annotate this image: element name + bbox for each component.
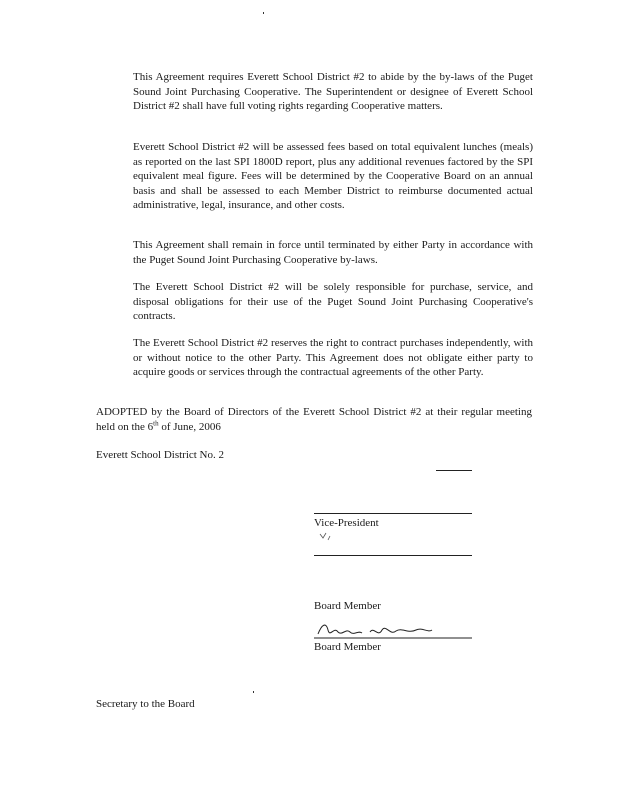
- paragraph-bylaws: This Agreement requires Everett School District #2 to abide by the by-laws of the Puget Sound Joint Purchasing Cooperative. The Superintendent or designee of Everett School District #2 shall have full voting rights regarding Cooperative matters.: [133, 71, 533, 113]
- adoption-date-suffix: th: [153, 418, 159, 427]
- board-member-label-2: Board Member: [314, 641, 381, 653]
- paragraph-independent-purchasing: The Everett School District #2 reserves the right to contract purchases independently, with or without notice to the other Party. This Agreement does not obligate either party to acquire goods or services through the contractual agreements of the other Party.: [133, 337, 533, 379]
- signature-line-board-member-1: [314, 555, 472, 556]
- paragraph-term: This Agreement shall remain in force until terminated by either Party in accordance with the Puget Sound Joint Purchasing Cooperative by-laws.: [133, 239, 533, 266]
- board-member-label-1: Board Member: [314, 600, 381, 612]
- vice-president-label: Vice-President: [314, 517, 379, 529]
- scan-speck: [263, 12, 264, 14]
- adoption-statement: [96, 405, 532, 434]
- signature-line-vice-president: [314, 513, 472, 514]
- paragraph-obligations: The Everett School District #2 will be solely responsible for purchase, service, and disposal obligations for their use of the Puget Sound Joint Purchasing Cooperative's contracts.: [133, 281, 533, 323]
- paragraph-fees: Everett School District #2 will be assessed fees based on total equivalent lunches (meals) as reported on the last SPI 1800D report, plus any additional revenues factored by the SPI equivalent meal figure. Fees will be determined by the Cooperative Board on an annual basis and shall be assessed to each Member District to reimburse documented actual administrative, legal, insurance, and other costs.: [133, 141, 533, 212]
- adoption-date-text: of June, 2006: [158, 420, 221, 433]
- signature-mark-icon: [318, 530, 342, 544]
- adoption-text: ADOPTED by the Board of Directors of the Everett School District #2 at their regular meeting held on the 6: [96, 406, 532, 433]
- district-name: Everett School District No. 2: [96, 449, 225, 461]
- secretary-label: Secretary to the Board: [96, 698, 195, 710]
- scan-speck: [253, 691, 254, 693]
- signature-line-president: [436, 470, 472, 471]
